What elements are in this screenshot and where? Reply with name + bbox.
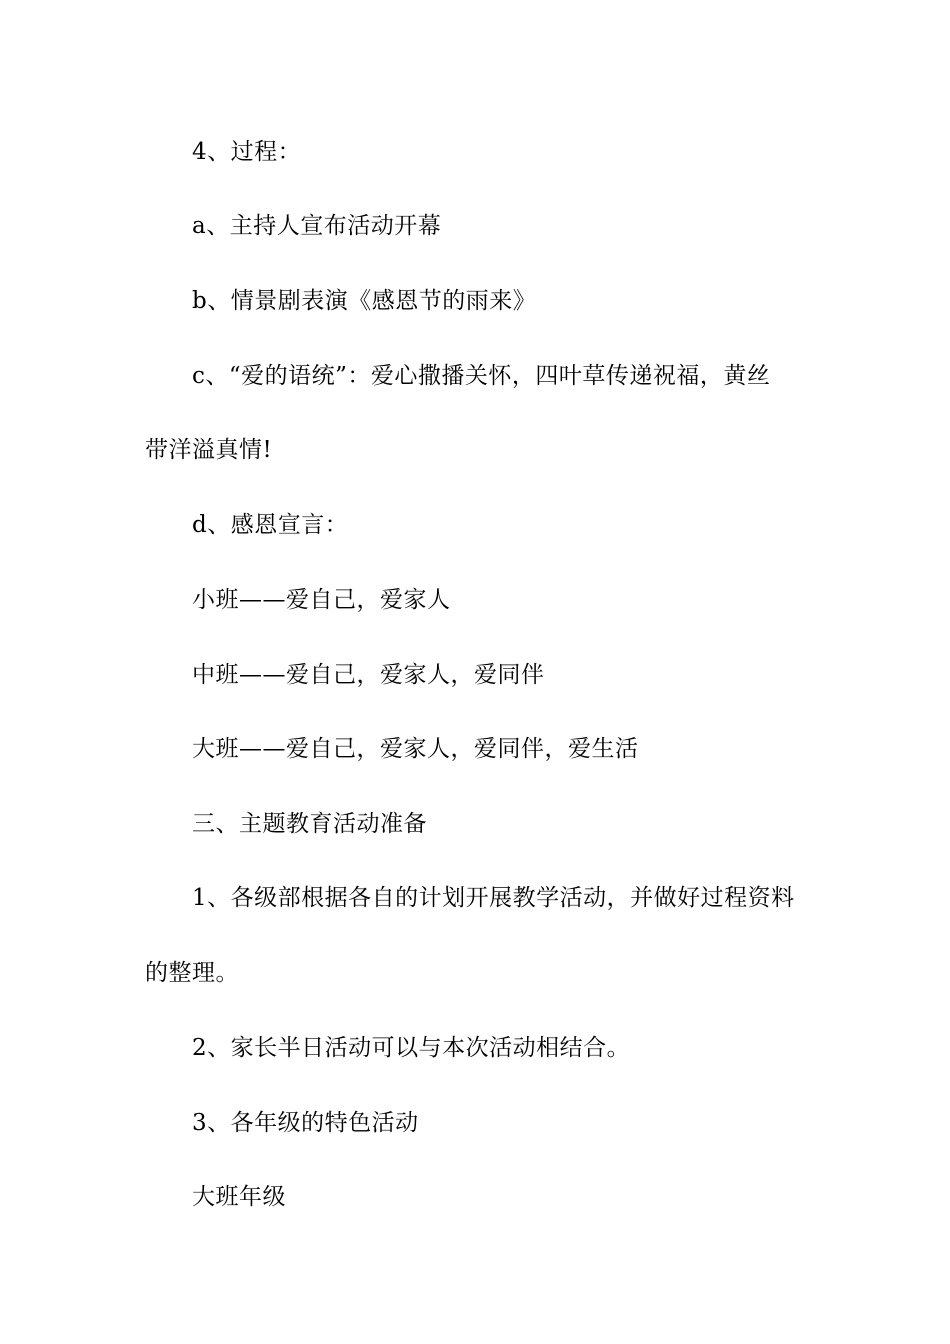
heading-process: 4、过程： <box>192 139 302 165</box>
step-d: d、感恩宣言： <box>192 512 349 538</box>
grade-heading-large: 大班年级 <box>192 1184 286 1210</box>
step-c-line1: c、“爱的语统”：爱心撒播关怀，四叶草传递祝福，黄丝 <box>192 363 771 389</box>
section-heading-preparation: 三、主题教育活动准备 <box>192 811 427 837</box>
step-b: b、情景剧表演《感恩节的雨来》 <box>192 288 537 314</box>
prep-item-1-line2: 的整理。 <box>145 960 239 986</box>
declaration-small-class: 小班——爱自己，爱家人 <box>192 587 451 613</box>
declaration-large-class: 大班——爱自己，爱家人，爱同伴，爱生活 <box>192 736 639 762</box>
step-a: a、主持人宣布活动开幕 <box>192 213 442 239</box>
step-c-line2: 带洋溢真情! <box>145 437 273 463</box>
prep-item-1-line1: 1、各级部根据各自的计划开展教学活动，并做好过程资料 <box>192 885 795 911</box>
prep-item-2: 2、家长半日活动可以与本次活动相结合。 <box>192 1035 631 1061</box>
prep-item-3: 3、各年级的特色活动 <box>192 1110 419 1136</box>
declaration-middle-class: 中班——爱自己，爱家人，爱同伴 <box>192 662 545 688</box>
